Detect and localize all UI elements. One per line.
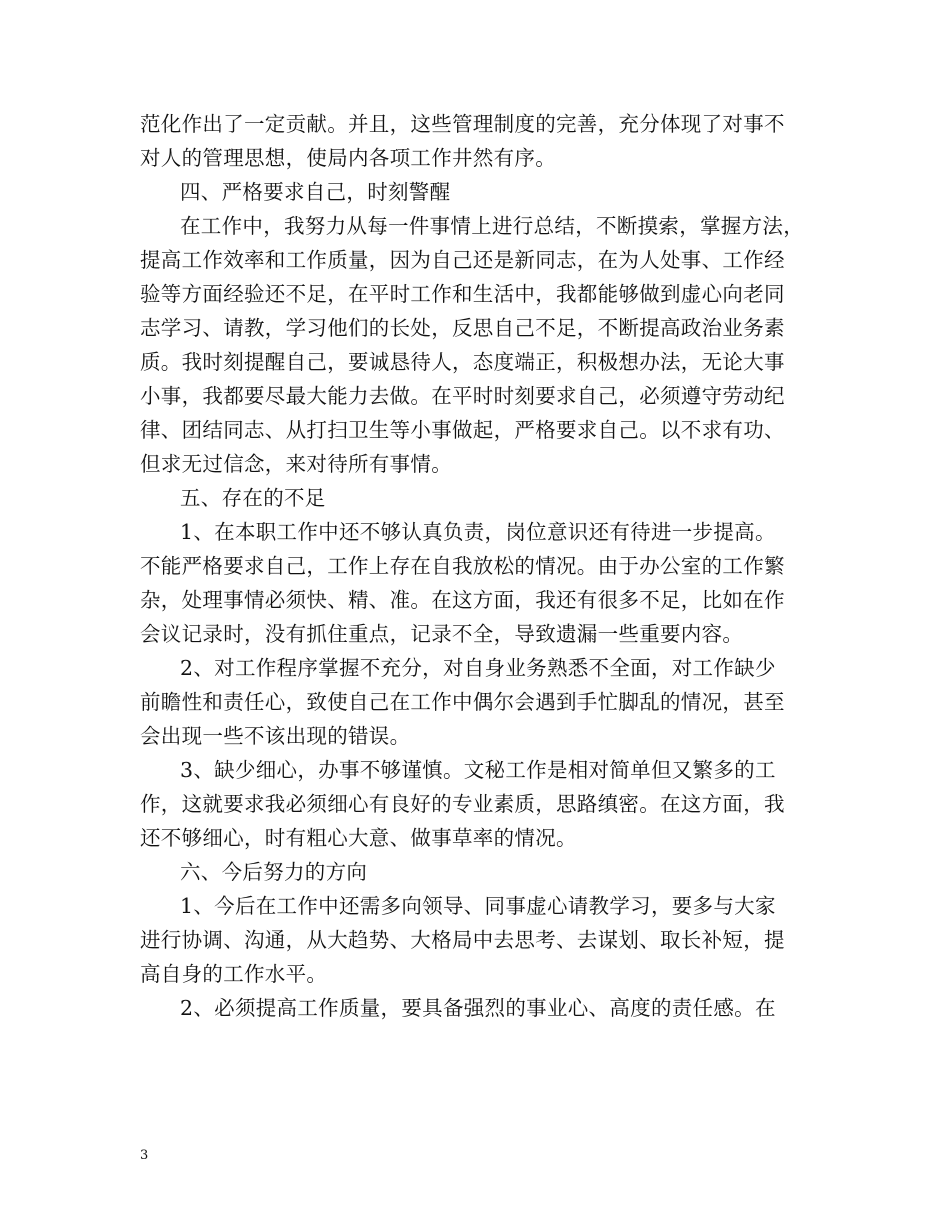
paragraph-start: 3、缺少细心，办事不够谨慎。文秘工作是相对简单但又繁多的工 — [180, 758, 776, 782]
paragraph-start: 1、今后在工作中还需多向领导、同事虚心请教学习，要多与大家 — [180, 894, 776, 918]
section-heading: 六、今后努力的方向 — [180, 860, 368, 884]
text-line: 不能严格要求自己，工作上存在自我放松的情况。由于办公室的工作繁 — [140, 554, 785, 578]
text-line: 前瞻性和责任心，致使自己在工作中偶尔会遇到手忙脚乱的情况，甚至 — [140, 690, 785, 714]
text-line: 小事，我都要尽最大能力去做。在平时时刻要求自己，必须遵守劳动纪 — [140, 384, 785, 408]
text-line: 验等方面经验还不足，在平时工作和生活中，我都能够做到虚心向老同 — [140, 282, 785, 306]
section-heading: 四、严格要求自己，时刻警醒 — [180, 180, 451, 204]
text-line: 对人的管理思想，使局内各项工作井然有序。 — [140, 146, 556, 170]
page-number: 3 — [140, 1148, 149, 1163]
text-line: 范化作出了一定贡献。并且，这些管理制度的完善，充分体现了对事不 — [140, 112, 785, 136]
paragraph-start: 2、对工作程序掌握不充分，对自身业务熟悉不全面，对工作缺少 — [180, 656, 776, 680]
text-line: 杂，处理事情必须快、精、准。在这方面，我还有很多不足，比如在作 — [140, 588, 785, 612]
text-line: 提高工作效率和工作质量，因为自己还是新同志，在为人处事、工作经 — [140, 248, 785, 272]
section-heading: 五、存在的不足 — [180, 486, 326, 510]
text-line: 会议记录时，没有抓住重点，记录不全，导致遗漏一些重要内容。 — [140, 622, 744, 646]
paragraph-start: 1、在本职工作中还不够认真负责，岗位意识还有待进一步提高。 — [180, 520, 776, 544]
text-line: 进行协调、沟通，从大趋势、大格局中去思考、去谋划、取长补短，提 — [140, 928, 785, 952]
text-line: 高自身的工作水平。 — [140, 962, 328, 986]
text-line: 但求无过信念，来对待所有事情。 — [140, 452, 452, 476]
paragraph-start: 2、必须提高工作质量，要具备强烈的事业心、高度的责任感。在 — [180, 996, 776, 1020]
text-line: 志学习、请教，学习他们的长处，反思自己不足，不断提高政治业务素 — [140, 316, 785, 340]
text-line: 还不够细心，时有粗心大意、做事草率的情况。 — [140, 826, 577, 850]
text-line: 质。我时刻提醒自己，要诚恳待人，态度端正，积极想办法，无论大事 — [140, 350, 785, 374]
text-line: 作，这就要求我必须细心有良好的专业素质，思路缜密。在这方面，我 — [140, 792, 785, 816]
text-line: 会出现一些不该出现的错误。 — [140, 724, 411, 748]
paragraph-start: 在工作中，我努力从每一件事情上进行总结，不断摸索，掌握方法， — [180, 214, 804, 238]
text-line: 律、团结同志、从打扫卫生等小事做起，严格要求自己。以不求有功、 — [140, 418, 785, 442]
body-text — [140, 107, 815, 1025]
